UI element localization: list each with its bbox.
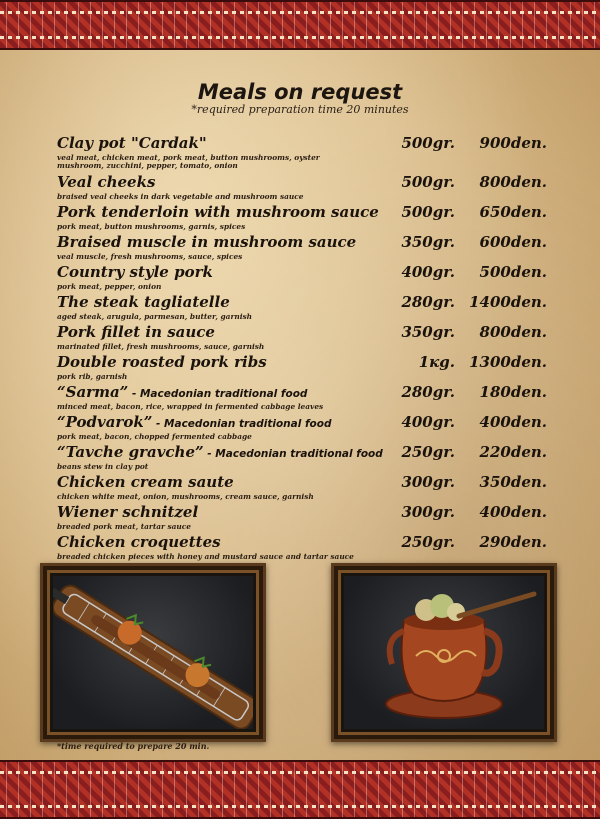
item-price: 180den. <box>479 383 547 401</box>
menu-item <box>57 503 547 533</box>
item-price: 1300den. <box>469 353 547 371</box>
skewer-board-illustration <box>53 576 253 729</box>
item-description: aged steak, arugula, parmesan, butter, garnish <box>57 312 253 321</box>
item-name: Chicken cream saute <box>57 473 234 491</box>
item-name: Country style pork <box>57 263 213 281</box>
item-description: beans stew in clay pot <box>57 462 149 471</box>
item-name: “Tavche gravche” - Macedonian traditional food <box>57 443 383 461</box>
item-description: pork meat, pepper, onion <box>57 282 162 291</box>
item-description: pork meat, button mushrooms, garnis, spices <box>57 222 246 231</box>
item-name: The steak tagliatelle <box>57 293 230 311</box>
item-weight: 300gr. <box>401 473 455 491</box>
bottom-ornament-border <box>0 760 600 819</box>
item-weight: 250gr. <box>401 443 455 461</box>
item-weight: 350gr. <box>401 323 455 341</box>
item-weight: 500gr. <box>401 203 455 221</box>
item-description: veal meat, chicken meat, pork meat, button mushrooms, oyster mushroom, zucchini, pepper, tomato, onion <box>57 153 320 170</box>
item-price: 600den. <box>479 233 547 251</box>
item-name: Braised muscle in mushroom sauce <box>57 233 357 251</box>
item-weight: 400gr. <box>401 413 455 431</box>
item-price: 900den. <box>479 134 547 152</box>
menu-list <box>57 134 547 563</box>
item-name: Clay pot "Cardak" <box>57 134 207 152</box>
item-price: 400den. <box>479 503 547 521</box>
menu-item <box>57 173 547 203</box>
item-description: breaded pork meat, tartar sauce <box>57 522 192 531</box>
item-price: 800den. <box>479 323 547 341</box>
item-price: 400den. <box>479 413 547 431</box>
menu-item <box>57 383 547 413</box>
item-description: minced meat, bacon, rice, wrapped in fermented cabbage leaves <box>57 402 324 411</box>
item-price: 800den. <box>479 173 547 191</box>
menu-item <box>57 443 547 473</box>
item-description: veal muscle, fresh mushrooms, sauce, spices <box>57 252 243 261</box>
menu-item <box>57 134 547 173</box>
item-weight: 400gr. <box>401 263 455 281</box>
menu-item <box>57 323 547 353</box>
top-ornament-border <box>0 0 600 50</box>
menu-item <box>57 293 547 323</box>
item-price: 350den. <box>479 473 547 491</box>
item-name: “Podvarok” - Macedonian traditional food <box>57 413 332 431</box>
item-name: Wiener schnitzel <box>57 503 199 521</box>
item-price: 500den. <box>479 263 547 281</box>
clay-pot-illustration <box>344 576 544 729</box>
page-subtitle: *required preparation time 20 minutes <box>191 103 409 116</box>
item-weight: 500gr. <box>401 173 455 191</box>
item-name: Pork tenderloin with mushroom sauce <box>57 203 379 221</box>
item-weight: 300gr. <box>401 503 455 521</box>
item-weight: 250gr. <box>401 533 455 551</box>
item-price: 650den. <box>479 203 547 221</box>
menu-item <box>57 413 547 443</box>
item-name: Chicken croquettes <box>57 533 221 551</box>
item-name: Double roasted pork ribs <box>57 353 267 371</box>
footer-caption: *time required to prepare 20 min. <box>57 741 210 751</box>
menu-item <box>57 353 547 383</box>
menu-item <box>57 203 547 233</box>
item-weight: 280gr. <box>401 293 455 311</box>
menu-item <box>57 263 547 293</box>
menu-item <box>57 533 547 563</box>
item-weight: 350gr. <box>401 233 455 251</box>
item-weight: 1кg. <box>418 353 455 371</box>
item-description: pork meat, bacon, chopped fermented cabbage <box>57 432 252 441</box>
item-price: 220den. <box>479 443 547 461</box>
item-description: marinated fillet, fresh mushrooms, sauce, garnish <box>57 342 265 351</box>
photo-clay-pot <box>331 563 557 742</box>
item-description: pork rib, garnish <box>57 372 128 381</box>
item-name: Pork fillet in sauce <box>57 323 215 341</box>
item-name: “Sarma” - Macedonian traditional food <box>57 383 308 401</box>
item-description: braised veal cheeks in dark vegetable and mushroom sauce <box>57 192 304 201</box>
item-description: chicken white meat, onion, mushrooms, cream sauce, garnish <box>57 492 314 501</box>
item-price: 290den. <box>479 533 547 551</box>
photo-grilled-skewers <box>40 563 266 742</box>
menu-item <box>57 473 547 503</box>
page-title: Meals on request <box>197 80 403 104</box>
item-weight: 280gr. <box>401 383 455 401</box>
item-name: Veal cheeks <box>57 173 156 191</box>
item-weight: 500gr. <box>401 134 455 152</box>
menu-item <box>57 233 547 263</box>
item-description: breaded chicken pieces with honey and mustard sauce and tartar sauce <box>57 552 354 561</box>
item-price: 1400den. <box>469 293 547 311</box>
